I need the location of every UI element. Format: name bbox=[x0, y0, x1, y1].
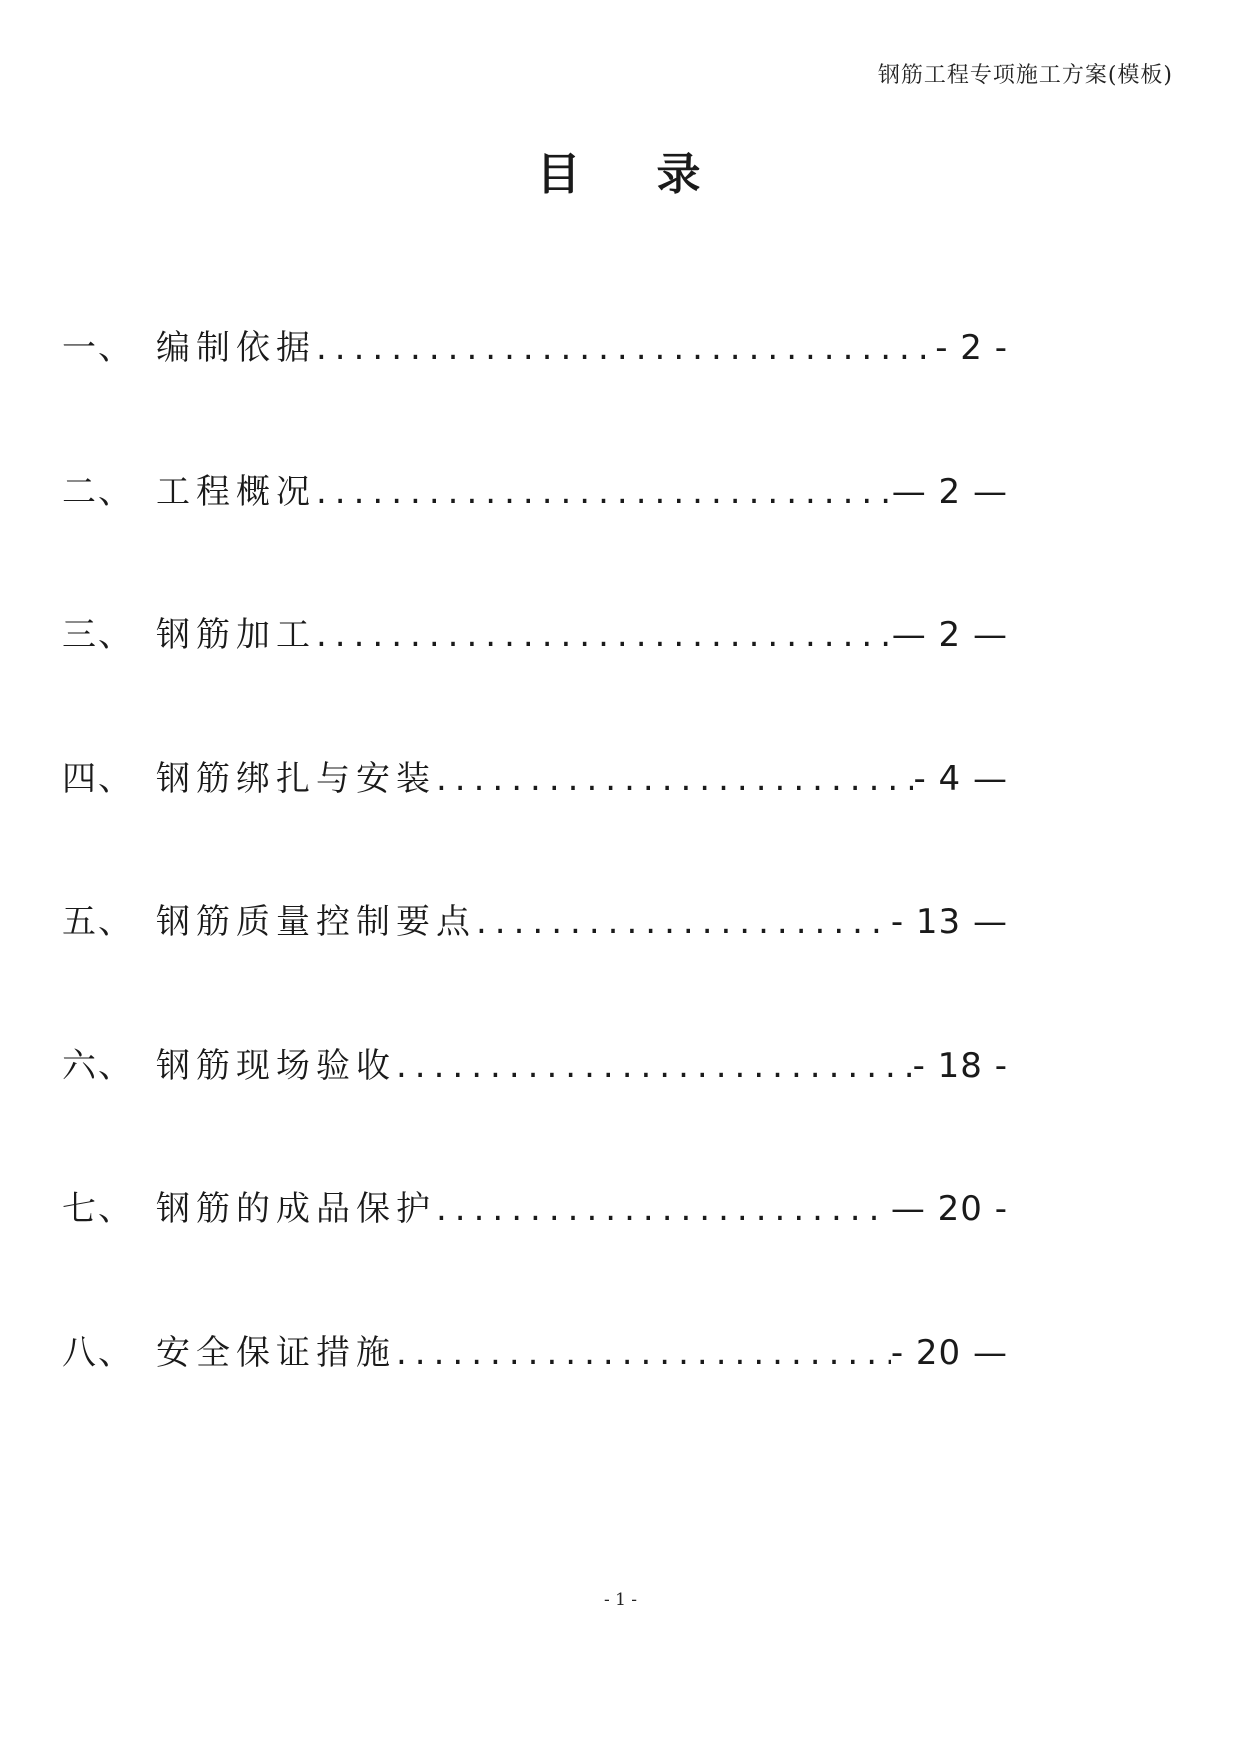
toc-leader-dots bbox=[316, 615, 892, 655]
toc-leader-dots bbox=[436, 759, 913, 799]
toc-entry-1[interactable] bbox=[62, 320, 1008, 464]
toc-entry-6[interactable] bbox=[62, 1038, 1008, 1182]
toc-entry-5[interactable] bbox=[62, 894, 1008, 1038]
toc-title-part2: 录 bbox=[656, 149, 705, 200]
toc-entry-title: 安全保证措施 bbox=[156, 1332, 396, 1373]
toc-entry-number: 四、 bbox=[62, 758, 134, 799]
toc-entry-page: - 13 — bbox=[890, 902, 1008, 942]
toc-entry-page: - 20 — bbox=[890, 1332, 1008, 1373]
toc-leader-dots bbox=[436, 1189, 891, 1229]
toc-entry-number: 八、 bbox=[62, 1332, 134, 1373]
toc-entry-title: 钢筋的成品保护 bbox=[156, 1189, 436, 1229]
toc-entry-title: 钢筋绑扎与安装 bbox=[156, 758, 436, 799]
toc-entry-number: 六、 bbox=[62, 1045, 134, 1086]
toc-entry-page: - 4 — bbox=[913, 758, 1008, 799]
toc-entry-number: 二、 bbox=[62, 471, 134, 512]
toc-entry-number: 三、 bbox=[62, 615, 134, 655]
toc-entry-3[interactable] bbox=[62, 607, 1008, 751]
toc-entry-number: 五、 bbox=[62, 902, 134, 942]
toc-entry-title: 工程概况 bbox=[156, 471, 316, 512]
toc-entry-title: 钢筋加工 bbox=[156, 615, 316, 655]
toc-entry-page: — 2 — bbox=[891, 471, 1008, 512]
toc-entry-8[interactable] bbox=[62, 1325, 1008, 1469]
toc-entry-title: 编制依据 bbox=[156, 328, 316, 368]
toc-leader-dots bbox=[476, 902, 891, 942]
toc-entry-page: - 2 - bbox=[935, 328, 1008, 368]
toc-title bbox=[0, 138, 1241, 202]
toc-entry-2[interactable] bbox=[62, 464, 1008, 608]
toc-leader-dots bbox=[396, 1333, 891, 1373]
toc-entry-title: 钢筋现场验收 bbox=[156, 1045, 396, 1086]
toc-entry-page: — 2 — bbox=[891, 615, 1008, 655]
toc-entry-number: 一、 bbox=[62, 328, 134, 368]
toc-entry-number: 七、 bbox=[62, 1189, 134, 1229]
page-number: - 1 - bbox=[603, 1590, 638, 1610]
toc-entry-4[interactable] bbox=[62, 751, 1008, 895]
toc-entry-page: - 18 - bbox=[912, 1045, 1008, 1086]
toc-entry-page: — 20 - bbox=[890, 1189, 1008, 1229]
toc-list bbox=[62, 320, 1008, 1468]
toc-entry-7[interactable] bbox=[62, 1181, 1008, 1325]
running-header: 钢筋工程专项施工方案(模板) bbox=[877, 63, 1173, 88]
toc-entry-title: 钢筋质量控制要点 bbox=[156, 902, 476, 942]
toc-leader-dots bbox=[316, 328, 935, 368]
toc-title-part1: 目 bbox=[536, 149, 585, 200]
toc-leader-dots bbox=[316, 472, 892, 512]
toc-leader-dots bbox=[396, 1046, 913, 1086]
